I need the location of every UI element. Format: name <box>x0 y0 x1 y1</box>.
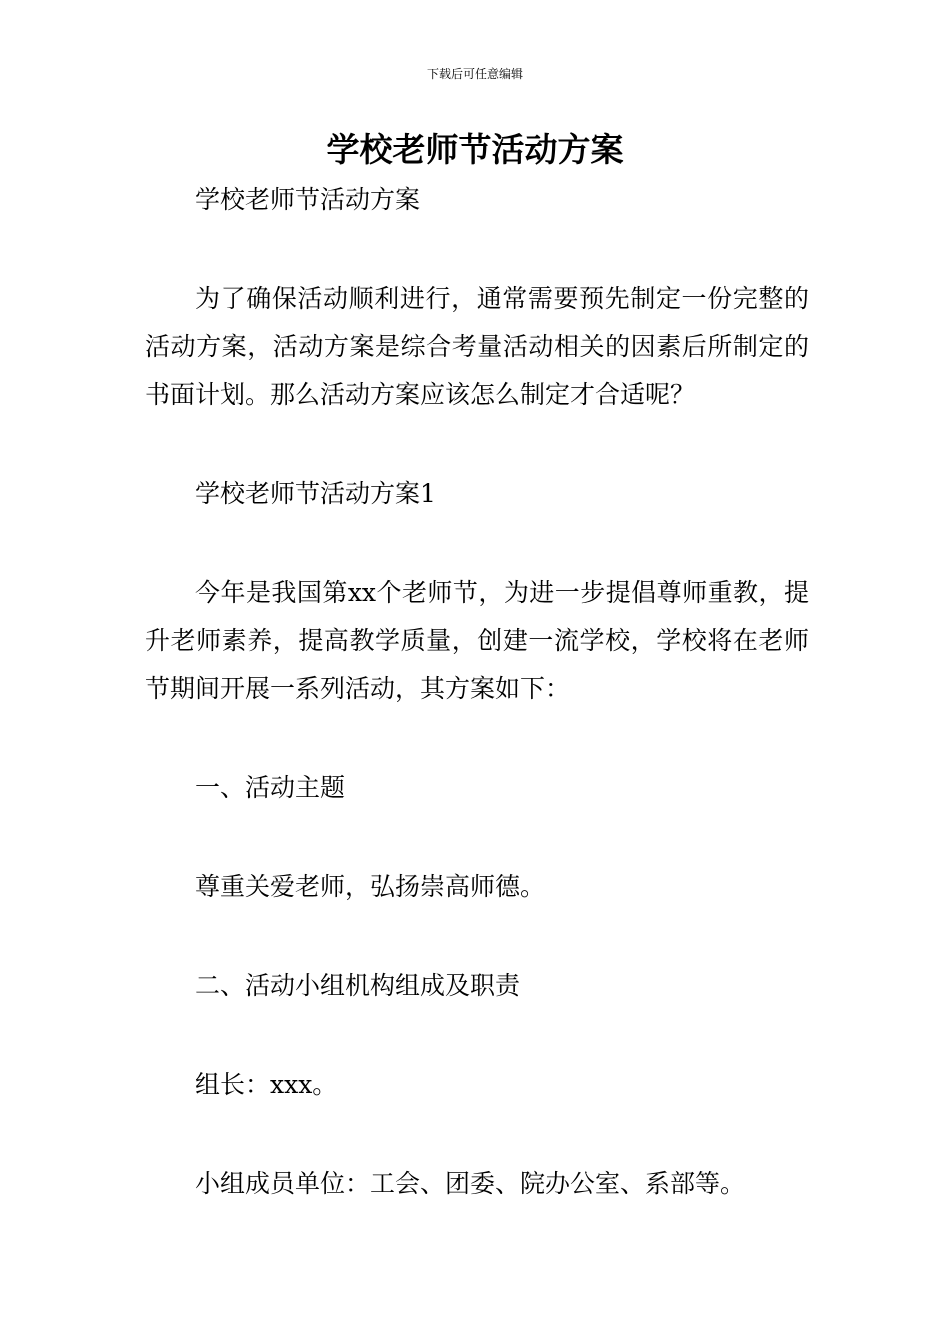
plan-intro-paragraph: 今年是我国第xx个老师节，为进一步提倡尊师重教，提升老师素养，提高教学质量，创建一流学校，学校将在老师节期间开展一系列活动，其方案如下： <box>145 578 809 703</box>
theme-paragraph: 尊重关爱老师，弘扬崇高师德。 <box>195 872 546 901</box>
member-units-paragraph: 小组成员单位：工会、团委、院办公室、系部等。 <box>195 1169 746 1198</box>
page-header-note: 下载后可任意编辑 <box>426 67 523 81</box>
section-heading-organization: 二、活动小组机构组成及职责 <box>195 971 521 1000</box>
section-heading-theme: 一、活动主题 <box>195 773 346 802</box>
group-leader-paragraph: 组长：xxx。 <box>195 1070 338 1099</box>
intro-paragraph: 为了确保活动顺利进行，通常需要预先制定一份完整的活动方案，活动方案是综合考量活动相关的因素后所制定的书面计划。那么活动方案应该怎么制定才合适呢？ <box>145 284 809 409</box>
subtitle-paragraph: 学校老师节活动方案 <box>195 185 421 214</box>
document-title: 学校老师节活动方案 <box>326 130 624 169</box>
section-heading-plan-1: 学校老师节活动方案1 <box>195 479 436 508</box>
document-body <box>145 176 809 1259</box>
